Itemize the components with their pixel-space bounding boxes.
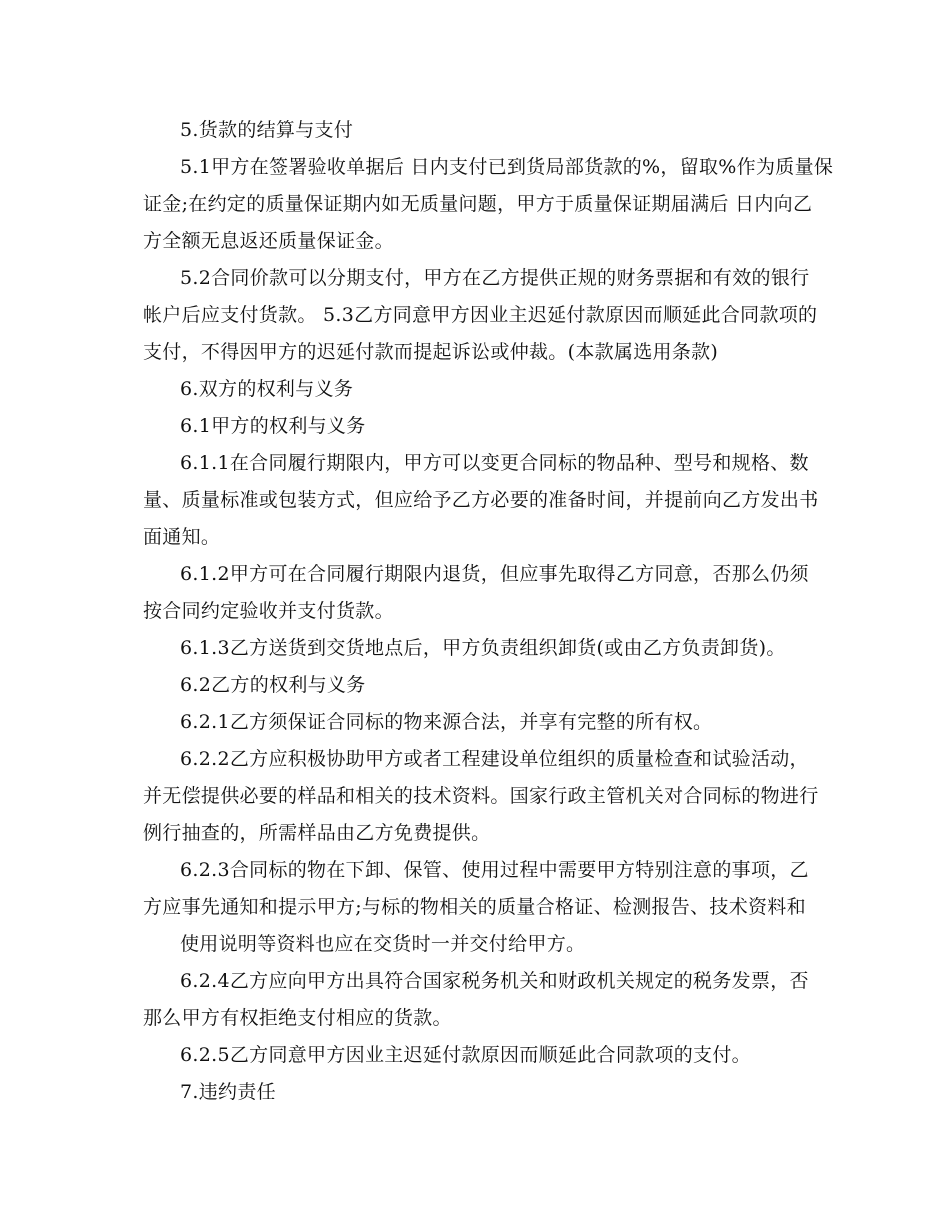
paragraph-line: 方全额无息返还质量保证金。 bbox=[143, 230, 394, 252]
paragraph-line: 6.1.2甲方可在合同履行期限内退货，但应事先取得乙方同意，否那么仍须 bbox=[180, 563, 809, 585]
paragraph-line: 例行抽查的，所需样品由乙方免费提供。 bbox=[143, 822, 491, 844]
paragraph-line: 6.2.4乙方应向甲方出具符合国家税务机关和财政机关规定的税务发票，否 bbox=[180, 970, 809, 992]
paragraph-line: 证金;在约定的质量保证期内如无质量问题，甲方于质量保证期届满后 日内向乙 bbox=[143, 193, 813, 215]
paragraph-line: 6.1.1在合同履行期限内，甲方可以变更合同标的物品种、型号和规格、数 bbox=[180, 452, 809, 474]
section-heading-6: 6.双方的权利与义务 bbox=[180, 378, 354, 400]
paragraph-line: 量、质量标准或包装方式，但应给予乙方必要的准备时间，并提前向乙方发出书 bbox=[143, 489, 819, 511]
paragraph-line: 6.2.2乙方应积极协助甲方或者工程建设单位组织的质量检查和试验活动， bbox=[180, 748, 809, 770]
paragraph-line: 6.2.5乙方同意甲方因业主迟延付款原因而顺延此合同款项的支付。 bbox=[180, 1044, 751, 1066]
paragraph-line: 使用说明等资料也应在交货时一并交付给甲方。 bbox=[180, 933, 586, 955]
section-heading-7: 7.违约责任 bbox=[180, 1081, 276, 1103]
paragraph-line: 面通知。 bbox=[143, 526, 221, 548]
subsection-heading-6-2: 6.2乙方的权利与义务 bbox=[180, 674, 366, 696]
paragraph-line: 并无偿提供必要的样品和相关的技术资料。国家行政主管机关对合同标的物进行 bbox=[143, 785, 819, 807]
paragraph-line: 6.1.3乙方送货到交货地点后，甲方负责组织卸货(或由乙方负责卸货)。 bbox=[180, 637, 786, 659]
paragraph-line: 5.1甲方在签署验收单据后 日内支付已到货局部货款的%，留取%作为质量保 bbox=[180, 156, 834, 178]
paragraph-line: 按合同约定验收并支付货款。 bbox=[143, 600, 394, 622]
paragraph-line: 支付，不得因甲方的迟延付款而提起诉讼或仲裁。(本款属选用条款) bbox=[143, 341, 719, 363]
paragraph-line: 帐户后应支付货款。 5.3乙方同意甲方因业主迟延付款原因而顺延此合同款项的 bbox=[143, 304, 818, 326]
subsection-heading-6-1: 6.1甲方的权利与义务 bbox=[180, 415, 366, 437]
section-heading-5: 5.货款的结算与支付 bbox=[180, 119, 354, 141]
paragraph-line: 方应事先通知和提示甲方;与标的物相关的质量合格证、检测报告、技术资料和 bbox=[143, 896, 806, 918]
paragraph-line: 5.2合同价款可以分期支付，甲方在乙方提供正规的财务票据和有效的银行 bbox=[180, 267, 810, 289]
paragraph-line: 6.2.3合同标的物在下卸、保管、使用过程中需要甲方特别注意的事项，乙 bbox=[180, 859, 809, 881]
paragraph-line: 那么甲方有权拒绝支付相应的货款。 bbox=[143, 1007, 452, 1029]
paragraph-line: 6.2.1乙方须保证合同标的物来源合法，并享有完整的所有权。 bbox=[180, 711, 713, 733]
